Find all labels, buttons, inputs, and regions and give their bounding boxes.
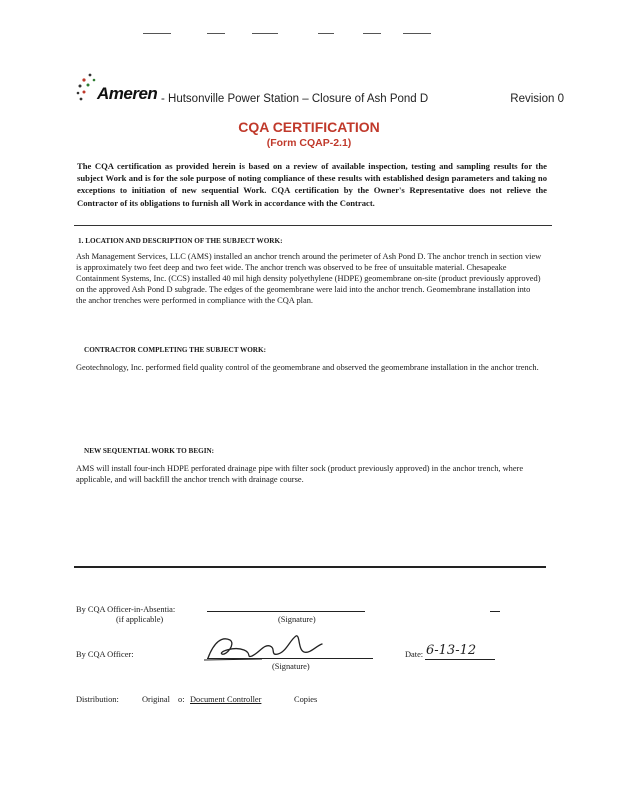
officer-label: By CQA Officer: (76, 650, 134, 659)
scan-mark (318, 33, 334, 34)
if-applicable-note: (if applicable) (116, 615, 164, 624)
officer-signature-line (207, 658, 373, 659)
absentia-date-line (490, 611, 500, 612)
distribution-recipient: Document Controller (190, 695, 262, 704)
scan-mark (207, 33, 225, 34)
distribution-to: o: (178, 695, 185, 704)
document-title: CQA CERTIFICATION (238, 119, 380, 135)
logo-wordmark: Ameren (97, 84, 158, 103)
scan-mark (363, 33, 381, 34)
project-title: - Hutsonville Power Station – Closure of Ash Pond D (161, 93, 429, 105)
certification-statement: The CQA certification as provided herein is based on a review of available inspection, testing and sampling results for the subject Work and is for the sole purpose of noting compliance of these results with established design parameters and taking no exceptions to initiation of new sequential Work. CQA certification by the Owner's Representative does not relieve the Contractor of its obligations to furnish all Work in accordance with the Contract. (77, 161, 547, 208)
date-line (425, 659, 495, 660)
divider-thick (74, 566, 546, 568)
section-heading-contractor: CONTRACTOR COMPLETING THE SUBJECT WORK: (84, 346, 266, 354)
divider (74, 225, 552, 226)
revision-label: Revision 0 (510, 93, 564, 105)
handwritten-date: 6-13-12 (426, 643, 477, 658)
distribution-original: Original (142, 695, 170, 704)
date-label: Date: (405, 650, 424, 659)
scan-mark (143, 33, 171, 34)
ameren-logo (75, 72, 165, 108)
section-body-contractor: Geotechnology, Inc. performed field quality control of the geomembrane and observed the geomembrane installation in the anchor trench. (76, 363, 539, 372)
scan-mark (403, 33, 431, 34)
section-heading-location: 1. LOCATION AND DESCRIPTION OF THE SUBJECT WORK: (78, 237, 283, 245)
distribution-copies: Copies (294, 695, 318, 704)
signature-caption: (Signature) (272, 662, 310, 671)
signature-caption: (Signature) (278, 615, 316, 624)
distribution-label: Distribution: (76, 695, 119, 704)
section-body-next-work: AMS will install four-inch HDPE perforated drainage pipe with filter sock (product previously approved) in the anchor trench, where applicable, and will backfill the anchor trench with drainage course. (76, 464, 524, 484)
scan-mark (252, 33, 278, 34)
absentia-label: By CQA Officer-in-Absentia: (76, 605, 176, 614)
absentia-signature-line (207, 611, 365, 612)
section-heading-next-work: NEW SEQUENTIAL WORK TO BEGIN: (84, 447, 215, 455)
form-number: (Form CQAP-2.1) (266, 137, 352, 149)
section-body-location: Ash Management Services, LLC (AMS) installed an anchor trench around the perimeter of Ash Pond D. The anchor trench in section view is approximately two feet deep and two feet wide. The anchor trench was observed to be free of unsuitable material. Chesapeake Containment Systems, Inc. (CCS) installed 40 mil high density polyethylene (HDPE) geomembrane on-site (product previously approved) on the approved Ash Pond D subgrade. The edges of the geomembrane were laid into the anchor trench. Geomembrane installation into the anchor trenches were performed in compliance with the CQA plan. (76, 252, 542, 305)
